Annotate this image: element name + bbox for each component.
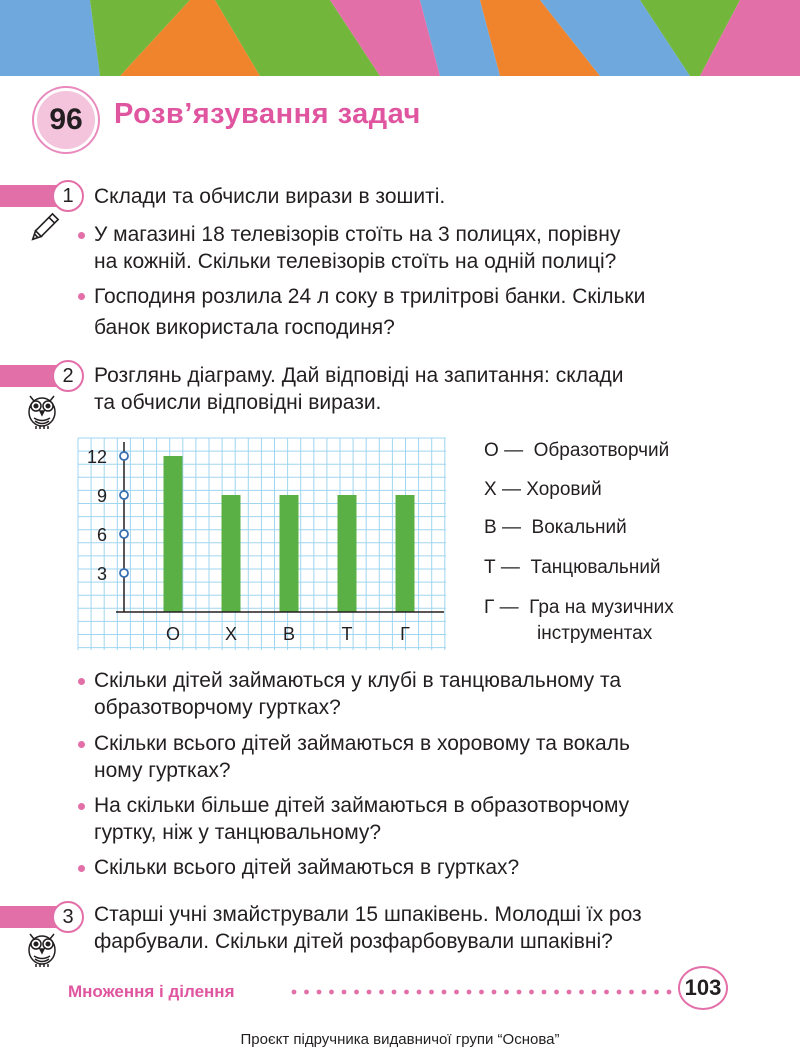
y-tick-label: 9 [96, 486, 107, 506]
banner-stripe [0, 0, 100, 76]
task-1-item-1-line-1: У магазині 18 телевізорів стоїть на 3 полицях, порівну [94, 223, 621, 246]
task-2-question-3-line-1: На скільки більше дітей займаються в образотворчому [94, 794, 630, 817]
bullet [78, 232, 85, 239]
footer-dot [354, 990, 359, 995]
task-3-number: 3 [52, 901, 84, 933]
footer-dot [629, 990, 634, 995]
footer-dot [404, 990, 409, 995]
footer-dot [304, 990, 309, 995]
legend-item [484, 557, 661, 579]
task-1-item-2-line-1: Господиня розлила 24 л соку в трилітрові банки. Скільки [94, 285, 646, 308]
page-number: 103 [678, 966, 728, 1010]
category-label: В [282, 624, 296, 644]
footer-dot [542, 990, 547, 995]
decorative-banner [0, 0, 800, 76]
legend-dash: — [501, 517, 521, 538]
task-3-line-1: Старші учні змайстрували 15 шпаківень. Молодші їх роз [94, 903, 642, 926]
task-2-intro-line-2: та обчисли відповідні вирази. [94, 391, 382, 414]
footer-dot [529, 990, 534, 995]
task-2-question-1-line-1: Скільки дітей займаються у клубі в танцювальному та [94, 669, 622, 692]
bullet [78, 293, 85, 300]
bar [164, 456, 183, 612]
legend-label: Гра на музичних [529, 597, 674, 618]
y-tick-marker [120, 530, 128, 538]
legend-key: Х [484, 479, 497, 500]
legend-key: В [484, 517, 497, 538]
task-2-question-1-line-2: образотворчому гуртках? [94, 696, 341, 719]
task-2-number: 2 [52, 360, 84, 392]
task-1-intro: Склади та обчисли вирази в зошиті. [94, 185, 446, 208]
footer-dot [642, 990, 647, 995]
y-tick-marker [120, 569, 128, 577]
footer-dot [292, 990, 297, 995]
footer-dot [567, 990, 572, 995]
footer-dot [579, 990, 584, 995]
category-label: Х [224, 624, 238, 644]
footer-dot [342, 990, 347, 995]
bar [338, 495, 357, 612]
footer-section-title: Множення і ділення [68, 982, 235, 1001]
legend-key: Г [484, 597, 495, 618]
footer-dot [467, 990, 472, 995]
legend-label: Образотворчий [533, 440, 670, 461]
task-2-intro-line-1: Розглянь діаграму. Дай відповіді на запитання: склади [94, 364, 624, 387]
legend-item [484, 479, 602, 501]
task-1-item-1-line-2: на кожній. Скільки телевізорів стоїть на одній полиці? [94, 250, 617, 273]
y-tick-marker [120, 491, 128, 499]
task-2-question-4: Скільки всього дітей займаються в гуртках? [94, 856, 520, 879]
legend-dash: — [500, 557, 520, 578]
y-tick-label: 6 [96, 525, 107, 545]
footer-dot [454, 990, 459, 995]
legend-label: Вокальний [531, 517, 627, 538]
bullet [78, 741, 85, 748]
legend-label: Хоровий [526, 479, 602, 500]
footer-dot [317, 990, 322, 995]
task-1-item-2-line-2: банок використала господиня? [94, 316, 395, 339]
lesson-number-badge: 96 [34, 88, 98, 152]
owl-icon [24, 390, 60, 430]
chart-bars [164, 456, 415, 612]
pencil-icon [26, 210, 62, 246]
task-2-question-2-line-1: Скільки всього дітей займаються в хоровому та вокаль [94, 732, 630, 755]
footer-dot [517, 990, 522, 995]
legend-key: О [484, 440, 499, 461]
footer-dot [429, 990, 434, 995]
task-1-number: 1 [52, 180, 84, 212]
category-label: Г [400, 624, 410, 644]
legend-item [484, 517, 627, 539]
lesson-title: Розв’язування задач [114, 98, 421, 130]
footer-dot [504, 990, 509, 995]
chart-grid [78, 438, 446, 650]
y-tick-label: 3 [96, 564, 107, 584]
chart-ticks [87, 447, 128, 584]
legend-key: Т [484, 557, 496, 578]
legend-label-continued: інструментах [537, 623, 653, 644]
footer-dot [492, 990, 497, 995]
footer-dot [392, 990, 397, 995]
footer-dot [379, 990, 384, 995]
bullet [78, 678, 85, 685]
footer-dot-leader [290, 985, 676, 999]
footer-dot [329, 990, 334, 995]
legend-item [484, 597, 674, 619]
bar-chart [76, 436, 462, 652]
footer-dot [554, 990, 559, 995]
bar [222, 495, 241, 612]
footer-dot [417, 990, 422, 995]
bar [280, 495, 299, 612]
y-tick-label: 12 [86, 447, 107, 467]
legend-dash: — [501, 479, 521, 500]
footer-dot [367, 990, 372, 995]
legend-item [484, 440, 669, 462]
bar [396, 495, 415, 612]
task-2-question-2-line-2: ному гуртках? [94, 759, 231, 782]
footer-dot [667, 990, 672, 995]
footer-dot [604, 990, 609, 995]
y-tick-marker [120, 452, 128, 460]
category-label: О [165, 624, 181, 644]
category-label: Т [341, 624, 353, 644]
footer-dot [442, 990, 447, 995]
footer-dot [654, 990, 659, 995]
footer-dot [592, 990, 597, 995]
task-2-question-3-line-2: гуртку, ніж у танцювальному? [94, 821, 382, 844]
footer-dot [479, 990, 484, 995]
owl-icon [24, 928, 60, 968]
project-note: Проєкт підручника видавничої групи “Основа” [240, 1031, 560, 1048]
bullet [78, 865, 85, 872]
bullet [78, 803, 85, 810]
legend-label: Танцювальний [530, 557, 661, 578]
footer-dot [617, 990, 622, 995]
legend-dash: — [504, 440, 524, 461]
legend-dash: — [499, 597, 519, 618]
task-3-line-2: фарбували. Скільки дітей розфарбовували шпаківні? [94, 930, 613, 953]
